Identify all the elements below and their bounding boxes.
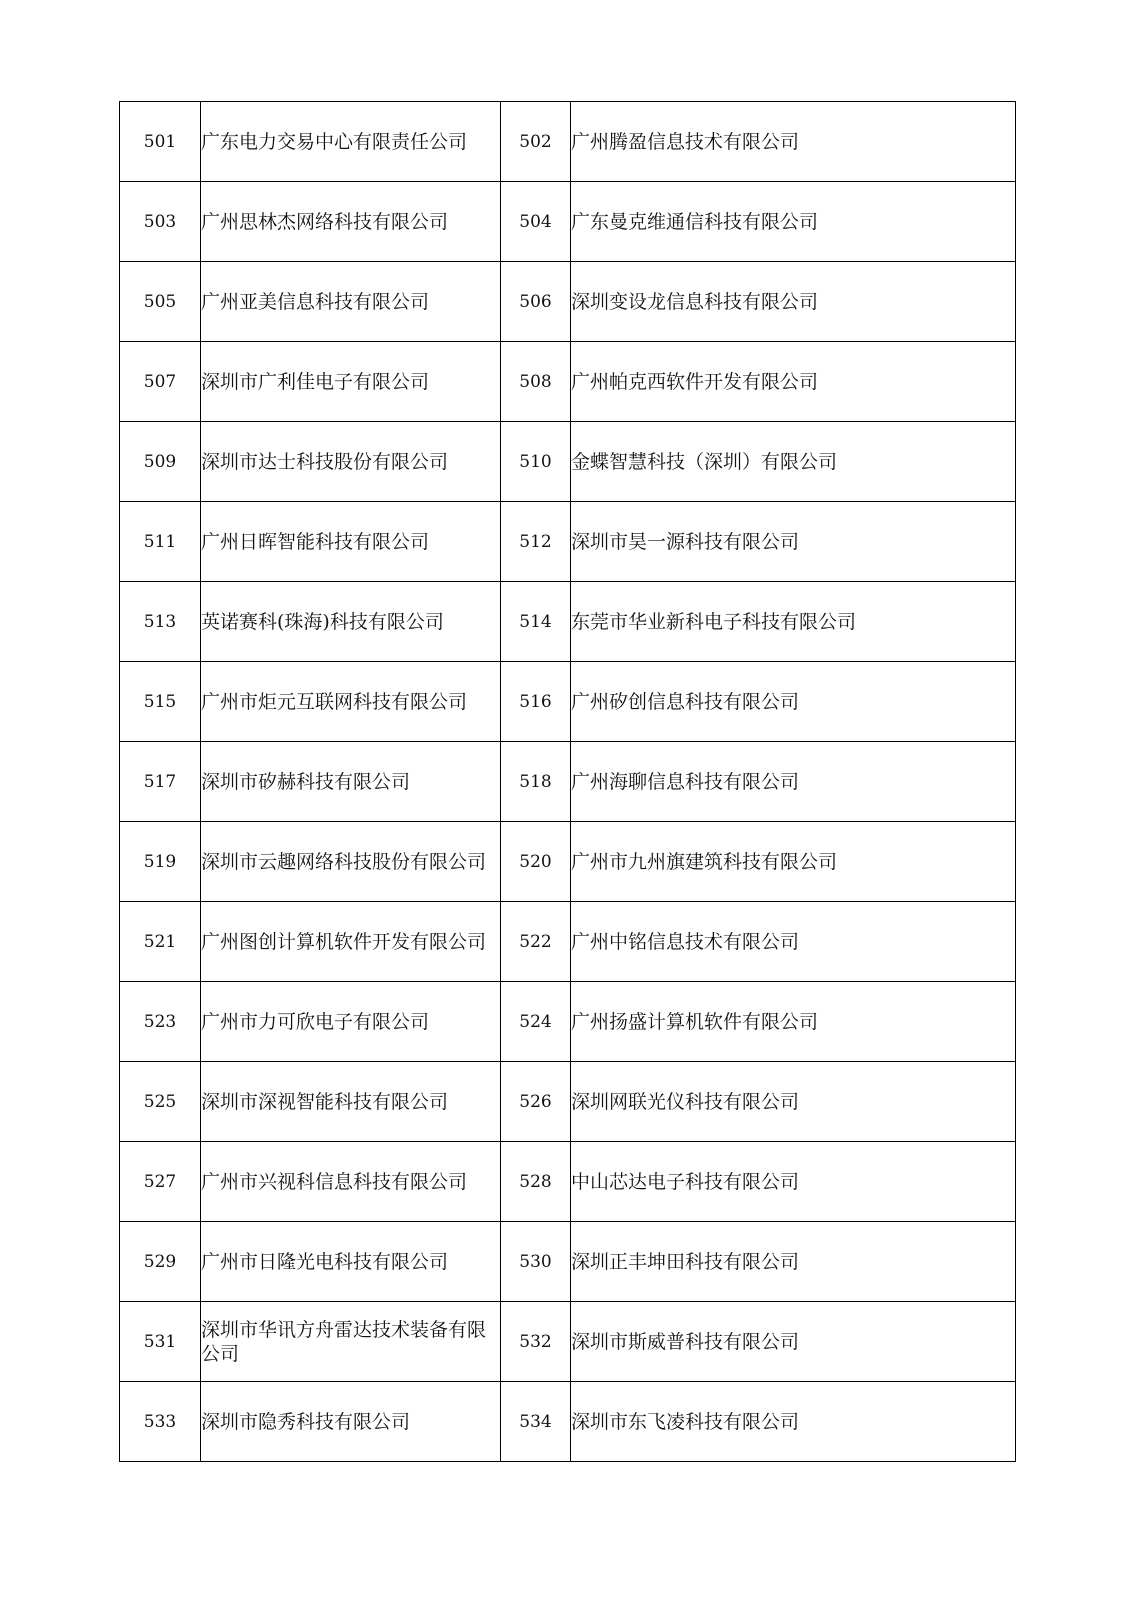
row-number-cell: 509 (120, 422, 201, 502)
table-row (120, 502, 1016, 582)
company-name-cell: 英诺赛科(珠海)科技有限公司 (201, 582, 501, 662)
row-number-cell: 501 (120, 102, 201, 182)
table-row (120, 342, 1016, 422)
company-name-cell: 东莞市华业新科电子科技有限公司 (571, 582, 1016, 662)
row-number-cell: 514 (501, 582, 571, 662)
table-row (120, 1142, 1016, 1222)
row-number-cell: 516 (501, 662, 571, 742)
company-name-cell: 深圳市矽赫科技有限公司 (201, 742, 501, 822)
table-row (120, 822, 1016, 902)
company-name-cell: 广州日晖智能科技有限公司 (201, 502, 501, 582)
company-name-cell: 广州扬盛计算机软件有限公司 (571, 982, 1016, 1062)
row-number-cell: 508 (501, 342, 571, 422)
table-row (120, 742, 1016, 822)
row-number-cell: 529 (120, 1222, 201, 1302)
row-number-cell: 510 (501, 422, 571, 502)
company-name-cell: 深圳市隐秀科技有限公司 (201, 1382, 501, 1462)
table-body (120, 102, 1016, 1462)
company-name-cell: 广州腾盈信息技术有限公司 (571, 102, 1016, 182)
row-number-cell: 515 (120, 662, 201, 742)
row-number-cell: 534 (501, 1382, 571, 1462)
row-number-cell: 532 (501, 1302, 571, 1382)
row-number-cell: 533 (120, 1382, 201, 1462)
table-row (120, 902, 1016, 982)
table-row (120, 662, 1016, 742)
row-number-cell: 506 (501, 262, 571, 342)
company-name-cell: 广州市九州旗建筑科技有限公司 (571, 822, 1016, 902)
company-name-cell: 广州市力可欣电子有限公司 (201, 982, 501, 1062)
company-name-cell: 广州市炬元互联网科技有限公司 (201, 662, 501, 742)
company-name-cell: 深圳网联光仪科技有限公司 (571, 1062, 1016, 1142)
row-number-cell: 517 (120, 742, 201, 822)
row-number-cell: 502 (501, 102, 571, 182)
row-number-cell: 522 (501, 902, 571, 982)
company-name-cell: 深圳市华讯方舟雷达技术装备有限公司 (201, 1302, 501, 1382)
company-name-cell: 深圳市昊一源科技有限公司 (571, 502, 1016, 582)
table-row (120, 262, 1016, 342)
row-number-cell: 518 (501, 742, 571, 822)
company-name-cell: 广州图创计算机软件开发有限公司 (201, 902, 501, 982)
company-name-cell: 广州帕克西软件开发有限公司 (571, 342, 1016, 422)
company-name-cell: 深圳市广利佳电子有限公司 (201, 342, 501, 422)
row-number-cell: 526 (501, 1062, 571, 1142)
row-number-cell: 505 (120, 262, 201, 342)
company-name-cell: 深圳正丰坤田科技有限公司 (571, 1222, 1016, 1302)
company-name-cell: 广州市兴视科信息科技有限公司 (201, 1142, 501, 1222)
row-number-cell: 525 (120, 1062, 201, 1142)
company-name-cell: 深圳市云趣网络科技股份有限公司 (201, 822, 501, 902)
company-name-cell: 中山芯达电子科技有限公司 (571, 1142, 1016, 1222)
company-name-cell: 广州市日隆光电科技有限公司 (201, 1222, 501, 1302)
company-name-cell: 深圳变设龙信息科技有限公司 (571, 262, 1016, 342)
row-number-cell: 523 (120, 982, 201, 1062)
table-row (120, 102, 1016, 182)
company-list-table (119, 101, 1016, 1462)
table-row (120, 1382, 1016, 1462)
row-number-cell: 504 (501, 182, 571, 262)
table-row (120, 182, 1016, 262)
row-number-cell: 520 (501, 822, 571, 902)
row-number-cell: 528 (501, 1142, 571, 1222)
company-name-cell: 广州矽创信息科技有限公司 (571, 662, 1016, 742)
company-name-cell: 深圳市达士科技股份有限公司 (201, 422, 501, 502)
company-name-cell: 广东电力交易中心有限责任公司 (201, 102, 501, 182)
table-row (120, 982, 1016, 1062)
row-number-cell: 519 (120, 822, 201, 902)
company-name-cell: 广州中铭信息技术有限公司 (571, 902, 1016, 982)
table-row (120, 1062, 1016, 1142)
row-number-cell: 531 (120, 1302, 201, 1382)
company-name-cell: 金蝶智慧科技（深圳）有限公司 (571, 422, 1016, 502)
company-name-cell: 广州思林杰网络科技有限公司 (201, 182, 501, 262)
table-row (120, 582, 1016, 662)
row-number-cell: 503 (120, 182, 201, 262)
row-number-cell: 521 (120, 902, 201, 982)
row-number-cell: 507 (120, 342, 201, 422)
row-number-cell: 512 (501, 502, 571, 582)
row-number-cell: 527 (120, 1142, 201, 1222)
company-name-cell: 广东曼克维通信科技有限公司 (571, 182, 1016, 262)
row-number-cell: 511 (120, 502, 201, 582)
row-number-cell: 530 (501, 1222, 571, 1302)
company-name-cell: 深圳市深视智能科技有限公司 (201, 1062, 501, 1142)
company-name-cell: 广州亚美信息科技有限公司 (201, 262, 501, 342)
company-name-cell: 深圳市东飞凌科技有限公司 (571, 1382, 1016, 1462)
table-row (120, 1222, 1016, 1302)
company-name-cell: 深圳市斯威普科技有限公司 (571, 1302, 1016, 1382)
table-row (120, 422, 1016, 502)
row-number-cell: 524 (501, 982, 571, 1062)
row-number-cell: 513 (120, 582, 201, 662)
company-name-cell: 广州海聊信息科技有限公司 (571, 742, 1016, 822)
table-row (120, 1302, 1016, 1382)
